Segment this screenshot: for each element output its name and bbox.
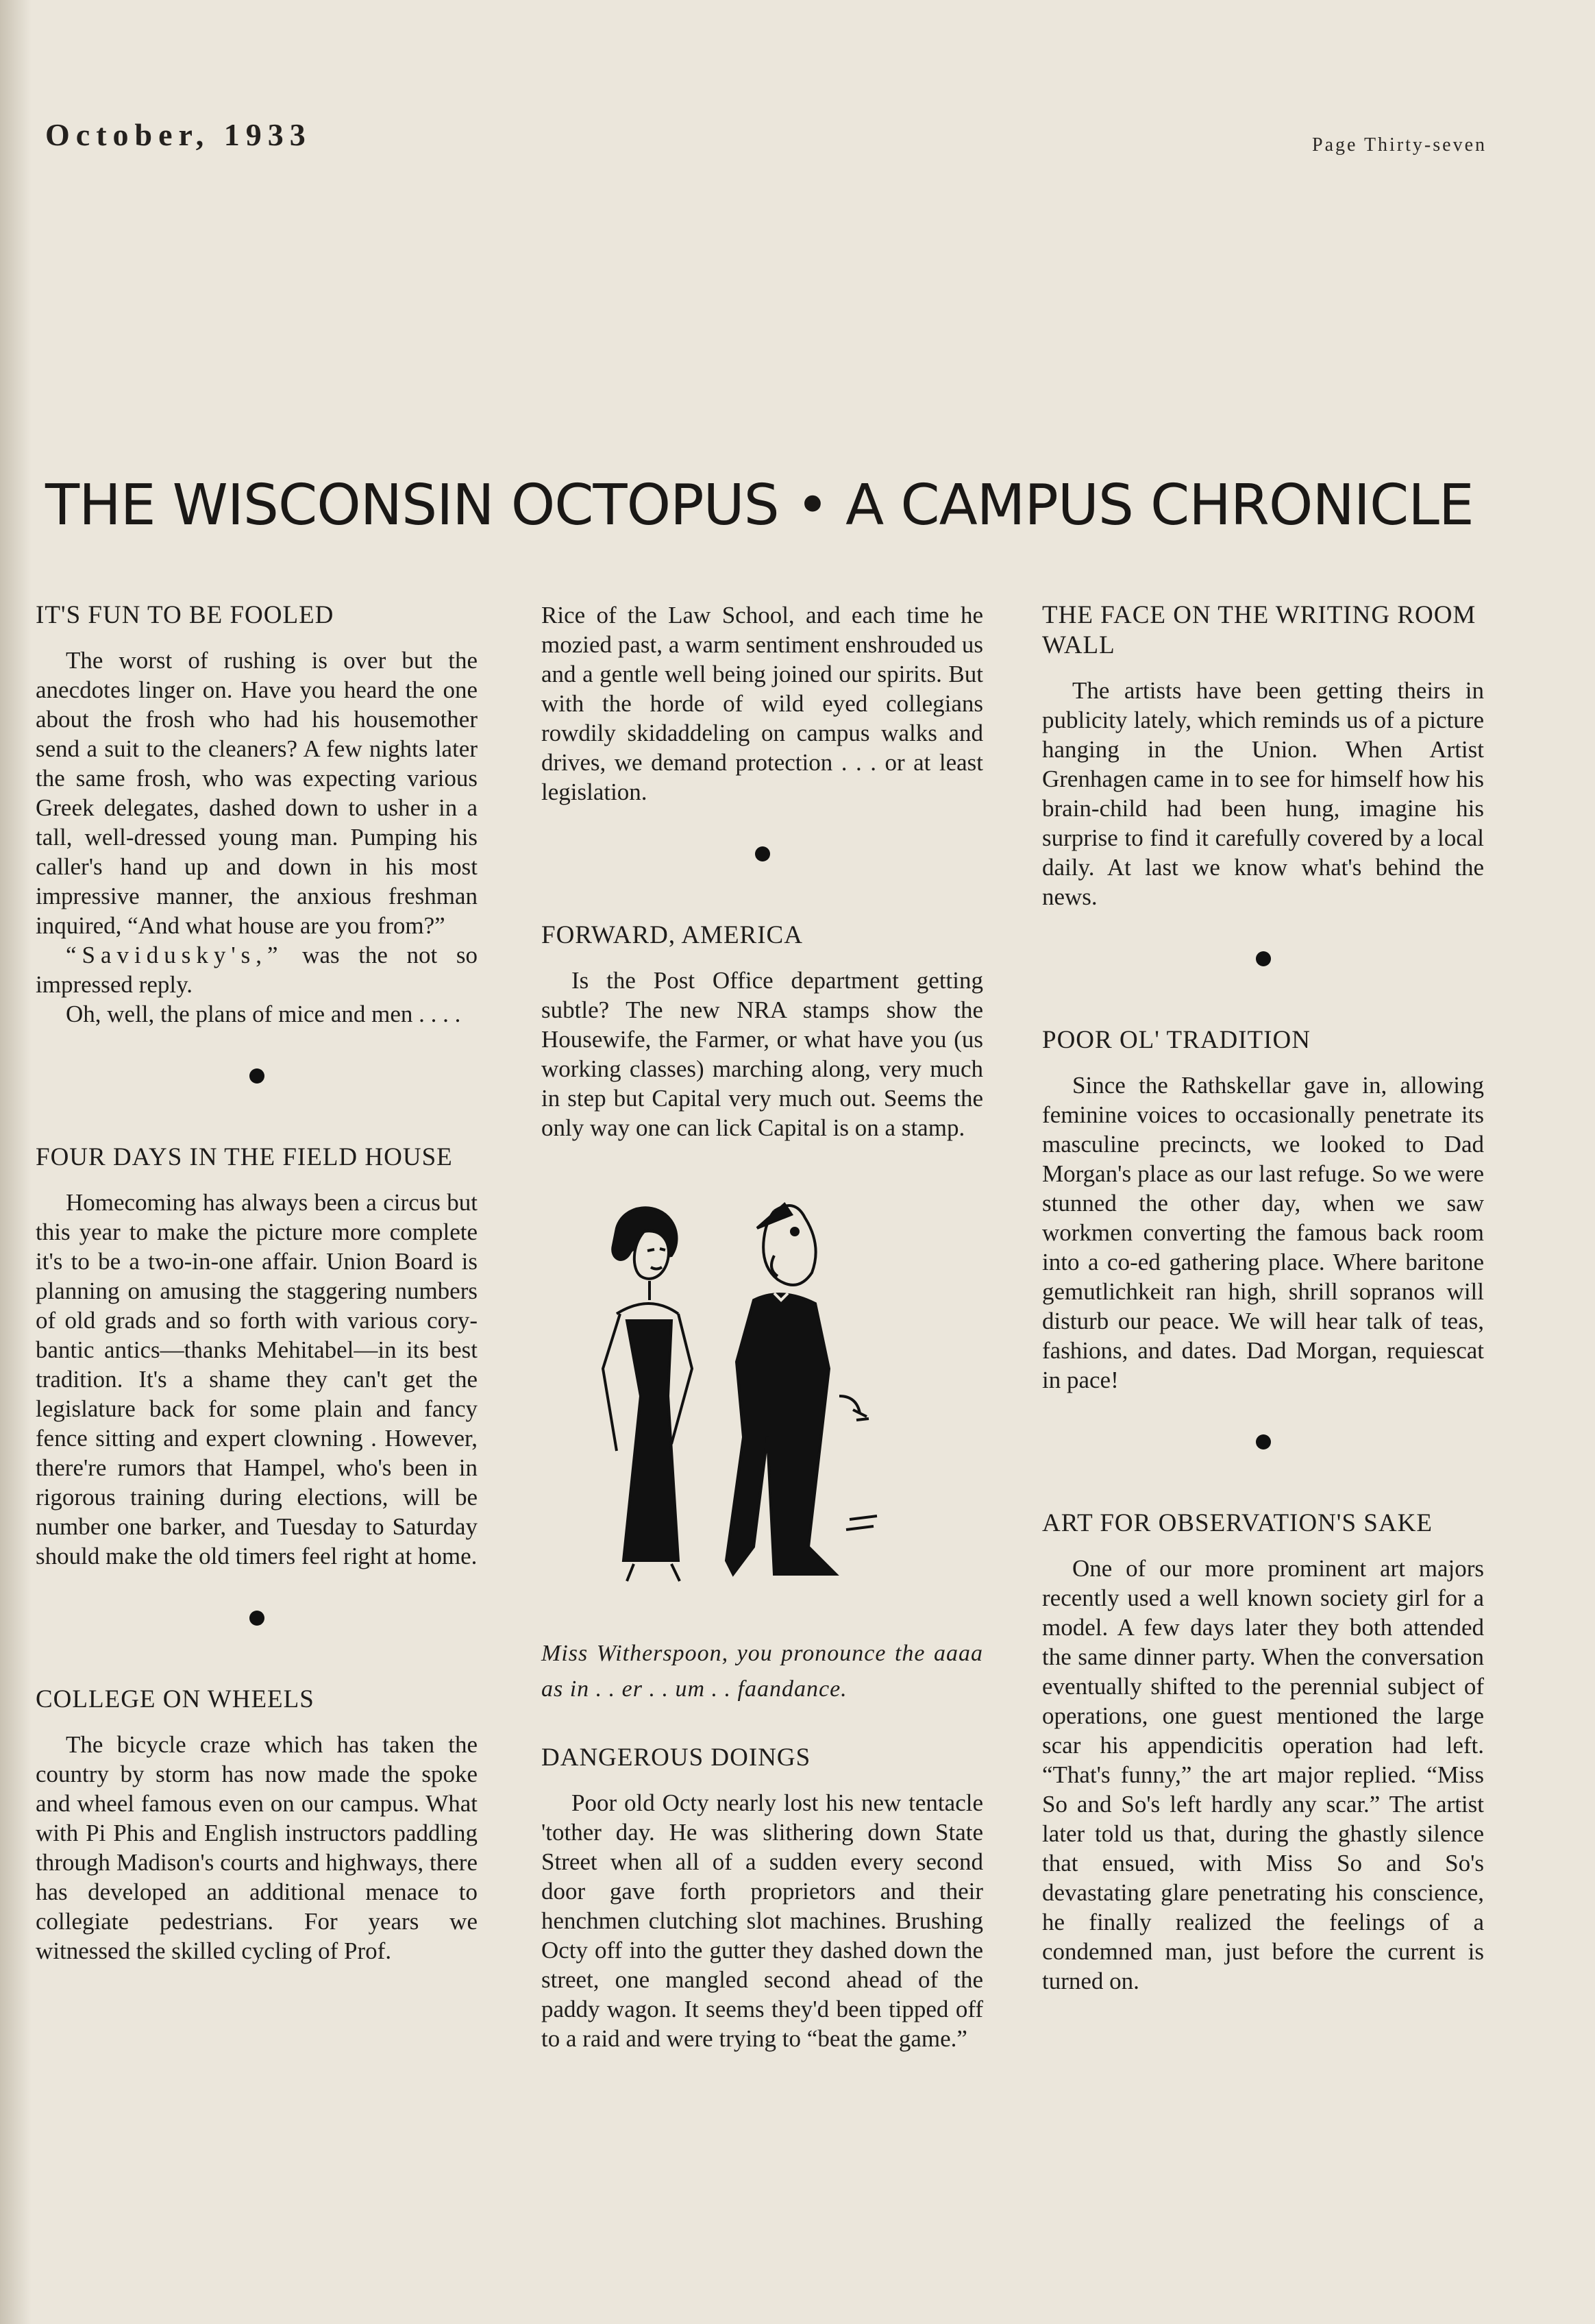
article-heading: COLLEGE ON WHEELS xyxy=(36,1685,314,1713)
binding-shadow xyxy=(0,0,32,2324)
column-right xyxy=(1042,600,1484,1996)
quote-continuation: was the not so impressed reply. xyxy=(36,942,478,998)
cartoon-illustration xyxy=(569,1190,925,1615)
cartoon-caption: Miss Witherspoon, you pronounce the aaaa as in . . er . . um . . faandance. xyxy=(541,1641,983,1702)
article-paragraph xyxy=(36,940,478,999)
woman-figure xyxy=(603,1208,692,1581)
article-heading: DANGEROUS DOINGS xyxy=(541,1744,811,1772)
article-paragraph: The worst of rushing is over but the anecdotes linger on. Have you heard the one about the frosh who had his housemother send a suit to the cleaners? A few nights later the same frosh, who was expecting various Greek delegates, dashed down to usher in a tall, well-dressed young man. Pumping his caller's hand up and down in his most impressive manner, the anxious freshman inquired, “And what house are you from?” xyxy=(36,647,478,939)
section-divider-dot xyxy=(1256,1434,1271,1450)
issue-date: October, 1933 xyxy=(45,117,312,152)
article-paragraph: Is the Post Office department getting subtle? The new NRA stamps show the Housewife, the Farmer, or what have you (us working classes) marching along, very much in step but Capital very much out. Seems the only way one can lick Capital is on a stamp. xyxy=(541,967,983,1141)
page-number: Page Thirty-seven xyxy=(1312,134,1487,156)
section-masthead: THE WISCONSIN OCTOPUS • A CAMPUS CHRONICLE xyxy=(45,473,1474,538)
article-paragraph: Rice of the Law School, and each time he mozied past, a warm sentiment enshrouded us and a gentle well being joined our spirits. But with the horde of wild eyed collegians rowdily skidaddeling on campus walks and drives, we demand protection . . . or at least legislation. xyxy=(541,602,983,805)
article-paragraph: Poor old Octy nearly lost his new tentacle 'tother day. He was slithering down State Street when all of a sudden every second door gave forth proprietors and their henchmen clutching slot machines. Brushing Octy off into the gutter they dashed down the street, one mangled second ahead of the paddy wagon. It seems they'd been tipped off to a raid and were trying to “beat the game.” xyxy=(541,1789,983,2052)
section-divider-dot xyxy=(755,846,770,861)
article-heading: POOR OL' TRADITION xyxy=(1042,1026,1311,1054)
section-divider-dot xyxy=(249,1611,264,1626)
article-heading: FORWARD, AMERICA xyxy=(541,921,803,949)
article-paragraph: Since the Rathskellar gave in, allowing feminine voices to occasionally penetrate its masculine precincts, we looked to Dad Morgan's place as our last refuge. So we were stunned the other day, when we saw workmen converting the famous back room into a co-ed gathering place. Where baritone gemutlichkeit ran high, shrill sopranos will disturb our peace. We will hear talk of teas, fashions, and dates. Dad Morgan, requiescat in pace! xyxy=(1042,1072,1484,1393)
article-heading: IT'S FUN TO BE FOOLED xyxy=(36,601,334,629)
article-paragraph: Homecoming has always been a circus but this year to make the picture more complete it's to be a two-in-one affair. Union Board is planning on amusing the staggering numbers of old grads and so forth with various corybantic antics—thanks Mehitabel—in its best tradition. It's a shame they can't get the legislature back for some plain and fancy fence sitting and expert clowning . However, there're rumors that Hampel, who's been in rigorous training during elections, will be number one barker, and Tuesday to Saturday should make the old timers feel right at home. xyxy=(36,1189,478,1569)
article-heading: THE FACE ON THE WRITING ROOM WALL xyxy=(1042,601,1476,659)
section-divider-dot xyxy=(249,1068,264,1084)
article-paragraph: The bicycle craze which has taken the country by storm has now made the spoke and wheel famous even on our campus. What with Pi Phis and English instructors paddling through Madison's courts and highways, there has developed an additional menace to collegiate pedestrians. For years we witnessed the skilled cycling of Prof. xyxy=(36,1731,478,1964)
column-left xyxy=(36,600,478,1966)
man-figure xyxy=(726,1204,877,1574)
spaced-quote: “Savidusky's,” xyxy=(66,942,284,968)
article-paragraph: The artists have been getting theirs in publicity lately, which reminds us of a picture hanging in the Union. When Artist Grenhagen came in to see for himself how his brain-child had been hung, imagine his surprise to find it carefully covered by a local daily. At last we know what's behind the news. xyxy=(1042,677,1484,910)
article-paragraph: Oh, well, the plans of mice and men . . . . xyxy=(66,1001,461,1027)
article-paragraph: One of our more prominent art majors recently used a well known society girl for a model. A few days later they both attended the same dinner party. When the conversation eventually shifted to the perennial subject of operations, one guest mentioned the large scar his appendicitis operation had left. “That's funny,” the art major replied. “Miss So and So's left hardly any scar.” The artist later told us that, during the ghastly silence that ensued, with Miss So and So's devastating glare penetrating his conscience, he finally realized the feelings of a condemned man, just before the current is turned on. xyxy=(1042,1555,1484,1994)
column-middle xyxy=(541,600,983,2053)
article-heading: FOUR DAYS IN THE FIELD HOUSE xyxy=(36,1143,453,1171)
section-divider-dot xyxy=(1256,951,1271,966)
article-heading: ART FOR OBSERVATION'S SAKE xyxy=(1042,1509,1433,1537)
